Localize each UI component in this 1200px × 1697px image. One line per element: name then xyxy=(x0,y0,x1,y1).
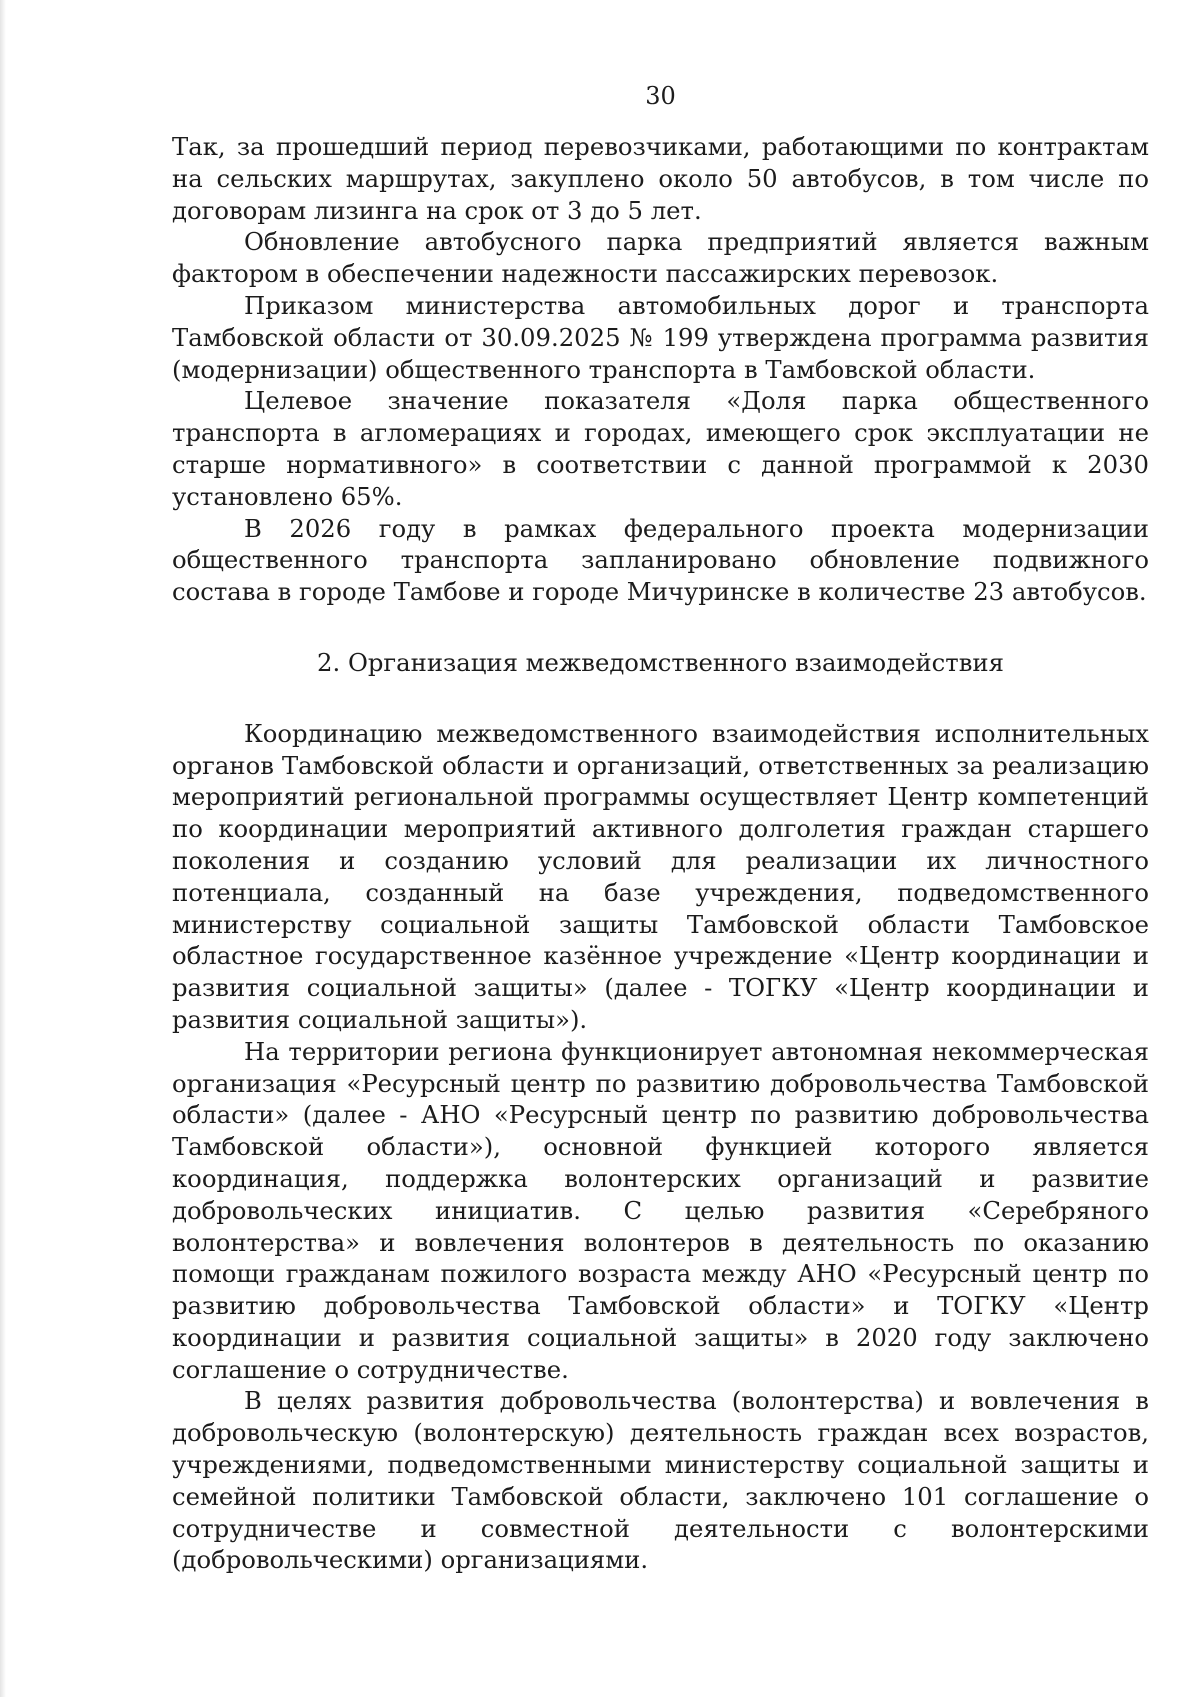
page-number: 30 xyxy=(645,82,676,110)
paragraph-bus-purchases: Так, за прошедший период перевозчиками, работающими по контрактам на сельских маршрутах, закуплено около 50 автобусов, в том числе по договорам лизинга на срок от 3 до 5 лет. xyxy=(172,132,1149,225)
paragraph-target-indicator: Целевое значение показателя «Доля парка общественного транспорта в агломерациях и городах, имеющего срок эксплуатации не старше нормативного» в соответствии с данной программой к 2030 установлено 65%. xyxy=(172,386,1149,511)
paragraph-fleet-renewal: Обновление автобусного парка предприятий является важным фактором в обеспечении надежности пассажирских перевозок. xyxy=(172,227,1149,289)
paragraph-volunteering-agreements: В целях развития добровольчества (волонтерства) и вовлечения в добровольческую (волонтерскую) деятельность граждан всех возрастов, учреждениями, подведомственными министерству социальной защиты и семейной политики Тамбовской области, заключено 101 соглашение о сотрудничестве и совместной деятельности с волонтерскими (добровольческими) организациями. xyxy=(172,1386,1149,1575)
scan-edge-shadow xyxy=(0,0,6,1697)
section-heading: 2. Организация межведомственного взаимодействия xyxy=(317,647,1004,677)
page-content xyxy=(172,131,1149,1576)
paragraph-ministry-order: Приказом министерства автомобильных дорог и транспорта Тамбовской области от 30.09.2025 № 199 утверждена программа развития (модернизации) общественного транспорта в Тамбовской области. xyxy=(172,290,1149,384)
paragraph-2026-plan: В 2026 году в рамках федерального проекта модернизации общественного транспорта запланировано обновление подвижного состава в городе Тамбове и городе Мичуринске в количестве 23 автобусов. xyxy=(172,513,1149,607)
paragraph-resource-center: На территории региона функционирует автономная некоммерческая организация «Ресурсный центр по развитию добровольчества Тамбовской области» (далее - АНО «Ресурсный центр по развитию добровольчества Тамбовской области»), основной функцией которого является координация, поддержка волонтерских организаций и развитие добровольческих инициатив. С целью развития «Серебряного волонтерства» и вовлечения волонтеров в деятельность по оказанию помощи гражданам пожилого возраста между АНО «Ресурсный центр по развитию добровольчества Тамбовской области» и ТОГКУ «Центр координации и развития социальной защиты» в 2020 году заключено соглашение о сотрудничестве. xyxy=(172,1036,1149,1384)
paragraph-coordination: Координацию межведомственного взаимодействия исполнительных органов Тамбовской области и организаций, ответственных за реализацию мероприятий региональной программы осуществляет Центр компетенций по координации мероприятий активного долголетия граждан старшего поколения и созданию условий для реализации их личностного потенциала, созданный на базе учреждения, подведомственного министерству социальной защиты Тамбовской области Тамбовское областное государственное казённое учреждение «Центр координации и развития социальной защиты» (далее - ТОГКУ «Центр координации и развития социальной защиты»). xyxy=(172,718,1149,1034)
